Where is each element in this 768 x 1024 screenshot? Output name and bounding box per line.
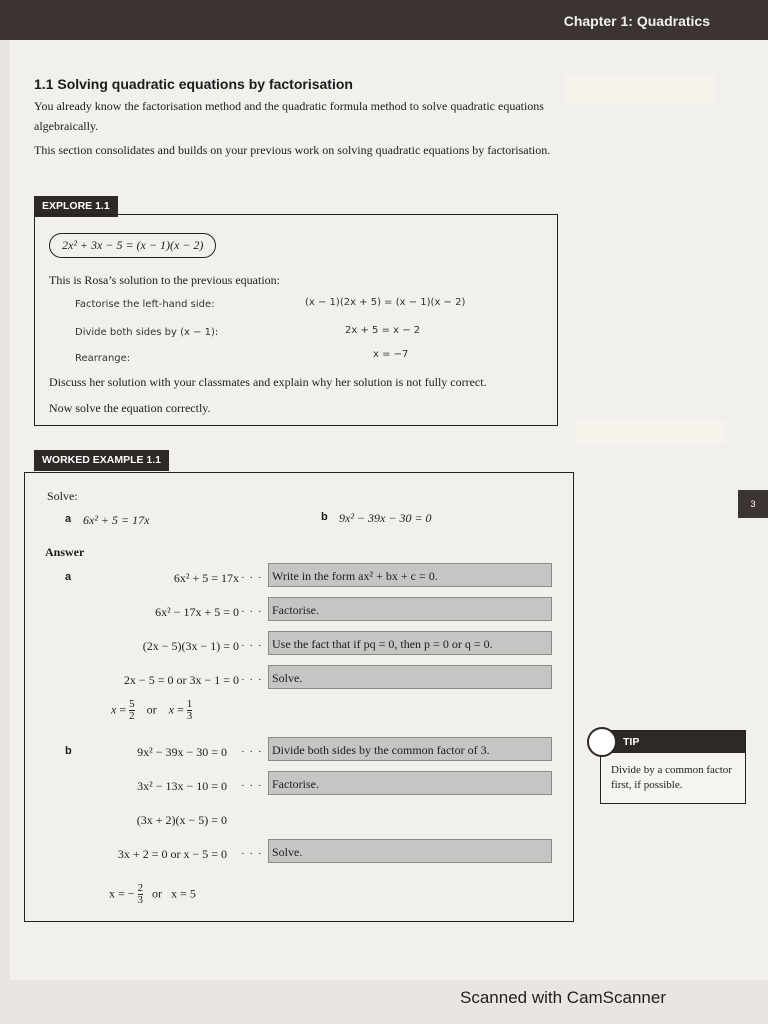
page-number: 3	[738, 490, 768, 518]
tip-text: Divide by a common factor first, if possible.	[611, 764, 732, 791]
part-b-equation: 9x² − 39x − 30 = 0	[339, 511, 432, 525]
step-work: 2x + 5 = x − 2	[345, 325, 421, 336]
math-line: 3x + 2 = 0 or x − 5 = 0	[117, 847, 227, 861]
explore-intro: This is Rosa’s solution to the previous equation:	[49, 273, 280, 287]
leader-dots: · · ·	[241, 640, 263, 652]
leader-dots: · · ·	[241, 780, 263, 792]
leader-dots: · · ·	[241, 572, 263, 584]
math-line: 9x² − 39x − 30 = 0	[137, 745, 227, 759]
leader-dots: · · ·	[241, 848, 263, 860]
explanation-note: Use the fact that if pq = 0, then p = 0 or q = 0.	[268, 631, 552, 655]
math-line: (2x − 5)(3x − 1) = 0	[142, 639, 239, 653]
step-label: Divide both sides by (x − 1):	[75, 327, 219, 338]
solve-label: Solve:	[47, 489, 78, 503]
section-title: 1.1 Solving quadratic equations by factorisation	[34, 76, 353, 92]
explore-equation: 2x² + 3x − 5 = (x − 1)(x − 2)	[49, 233, 216, 258]
answer-a-label: a	[65, 571, 72, 583]
tip-box	[600, 730, 746, 804]
part-b-label: b	[321, 511, 328, 523]
explanation-note: Write in the form ax² + bx + c = 0.	[268, 563, 552, 587]
part-a-equation: 6x² + 5 = 17x	[83, 513, 150, 527]
math-line: 2x − 5 = 0 or 3x − 1 = 0	[123, 673, 239, 687]
answer-b-label: b	[65, 745, 72, 757]
step-work: (x − 1)(2x + 5) = (x − 1)(x − 2)	[305, 297, 466, 308]
explanation-note: Solve.	[268, 839, 552, 863]
lightbulb-icon	[587, 727, 617, 757]
tip-label: TIP	[601, 731, 745, 753]
answer-label: Answer	[45, 545, 85, 559]
worked-example-label: WORKED EXAMPLE 1.1	[34, 450, 169, 471]
solution-b: x = − $\frac{2}{3}$ or x = 5	[109, 882, 196, 906]
math-line: (3x + 2)(x − 5) = 0	[136, 813, 227, 827]
explore-label: EXPLORE 1.1	[34, 196, 118, 217]
part-a-label: a	[65, 513, 72, 525]
explore-box	[34, 214, 558, 426]
chapter-title: Chapter 1: Quadratics	[563, 13, 710, 29]
chapter-header-bar	[0, 0, 768, 40]
faded-text-block	[565, 75, 715, 105]
explore-discuss: Discuss her solution with your classmates and explain why her solution is not fully correct.	[49, 375, 487, 389]
intro-paragraph: You already know the factorisation method and the quadratic formula method to solve quadratic equations algebraically.	[34, 99, 544, 133]
camscanner-watermark: Scanned with CamScanner	[460, 988, 667, 1007]
step-label: Factorise the left-hand side:	[75, 299, 215, 310]
explanation-note: Factorise.	[268, 597, 552, 621]
math-line: 6x² + 5 = 17x	[173, 571, 239, 585]
explanation-note: Solve.	[268, 665, 552, 689]
math-line: 3x² − 13x − 10 = 0	[137, 779, 227, 793]
worked-example-box	[24, 472, 574, 922]
leader-dots: · · ·	[241, 606, 263, 618]
explanation-note: Factorise.	[268, 771, 552, 795]
step-work: x = −7	[373, 349, 409, 360]
leader-dots: · · ·	[241, 746, 263, 758]
math-line: 6x² − 17x + 5 = 0	[155, 605, 239, 619]
step-label: Rearrange:	[75, 353, 131, 364]
explore-now: Now solve the equation correctly.	[49, 401, 211, 415]
explanation-note: Divide both sides by the common factor of 3.	[268, 737, 552, 761]
intro-paragraph-2: This section consolidates and builds on your previous work on solving quadratic equations by factorisation.	[34, 143, 551, 157]
solution-a: x = $\frac{5}{2}$ or x = $\frac{1}{3}$	[111, 698, 193, 722]
leader-dots: · · ·	[241, 674, 263, 686]
faded-text-block	[575, 420, 725, 444]
